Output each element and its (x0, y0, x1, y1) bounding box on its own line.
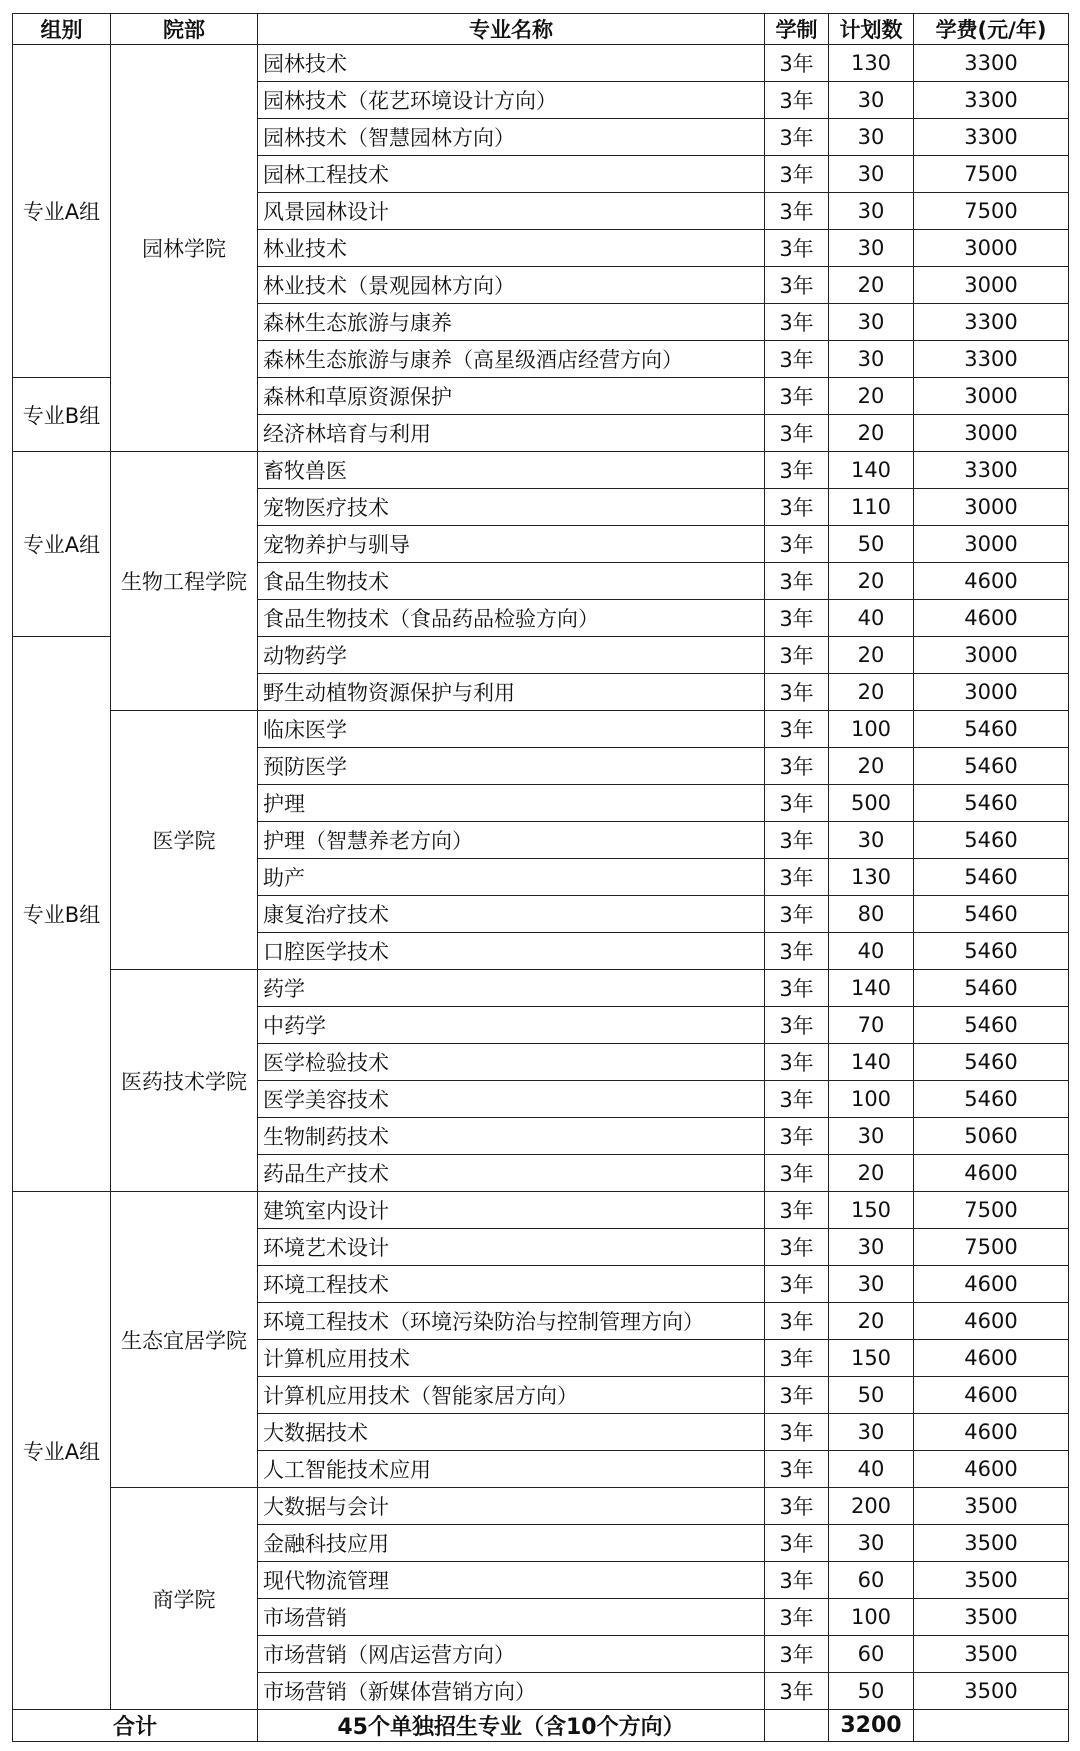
major-name: 风景园林设计 (258, 193, 765, 230)
plan-cell: 40 (829, 933, 914, 970)
header-group: 组别 (13, 14, 111, 45)
plan-cell: 50 (829, 1673, 914, 1710)
major-name: 园林技术（智慧园林方向） (258, 119, 765, 156)
major-name: 康复治疗技术 (258, 896, 765, 933)
fee-cell: 7500 (914, 156, 1069, 193)
fee-cell: 5060 (914, 1118, 1069, 1155)
group-cell: 专业A组 (13, 45, 111, 378)
plan-cell: 40 (829, 600, 914, 637)
fee-cell: 4600 (914, 1303, 1069, 1340)
fee-cell: 5460 (914, 1044, 1069, 1081)
years-cell: 3年 (765, 859, 829, 896)
years-cell: 3年 (765, 1414, 829, 1451)
fee-cell: 3000 (914, 489, 1069, 526)
major-name: 金融科技应用 (258, 1525, 765, 1562)
fee-cell: 3300 (914, 119, 1069, 156)
fee-cell: 3000 (914, 415, 1069, 452)
total-label: 合计 (13, 1710, 258, 1742)
years-cell: 3年 (765, 600, 829, 637)
plan-cell: 130 (829, 45, 914, 82)
years-cell: 3年 (765, 674, 829, 711)
major-name: 建筑室内设计 (258, 1192, 765, 1229)
plan-cell: 20 (829, 1155, 914, 1192)
major-name: 计算机应用技术 (258, 1340, 765, 1377)
plan-cell: 500 (829, 785, 914, 822)
major-name: 大数据与会计 (258, 1488, 765, 1525)
dept-cell: 商学院 (111, 1488, 258, 1710)
major-name: 食品生物技术（食品药品检验方向） (258, 600, 765, 637)
total-fee-empty (914, 1710, 1069, 1742)
years-cell: 3年 (765, 452, 829, 489)
plan-cell: 30 (829, 1266, 914, 1303)
table-row (13, 1488, 1069, 1525)
years-cell: 3年 (765, 119, 829, 156)
plan-cell: 20 (829, 267, 914, 304)
years-cell: 3年 (765, 378, 829, 415)
plan-cell: 30 (829, 82, 914, 119)
major-name: 生物制药技术 (258, 1118, 765, 1155)
fee-cell: 5460 (914, 711, 1069, 748)
plan-cell: 100 (829, 1081, 914, 1118)
years-cell: 3年 (765, 1192, 829, 1229)
years-cell: 3年 (765, 1340, 829, 1377)
fee-cell: 3300 (914, 452, 1069, 489)
years-cell: 3年 (765, 415, 829, 452)
plan-cell: 200 (829, 1488, 914, 1525)
fee-cell: 3000 (914, 637, 1069, 674)
dept-cell: 医学院 (111, 711, 258, 970)
major-name: 林业技术（景观园林方向） (258, 267, 765, 304)
years-cell: 3年 (765, 563, 829, 600)
dept-cell: 生态宜居学院 (111, 1192, 258, 1488)
fee-cell: 3300 (914, 304, 1069, 341)
fee-cell: 4600 (914, 600, 1069, 637)
years-cell: 3年 (765, 1673, 829, 1710)
years-cell: 3年 (765, 1451, 829, 1488)
major-name: 市场营销（新媒体营销方向） (258, 1673, 765, 1710)
plan-cell: 100 (829, 1599, 914, 1636)
major-name: 现代物流管理 (258, 1562, 765, 1599)
header-fee: 学费(元/年) (914, 14, 1069, 45)
plan-cell: 100 (829, 711, 914, 748)
table-row (13, 45, 1069, 82)
fee-cell: 3300 (914, 341, 1069, 378)
fee-cell: 3000 (914, 526, 1069, 563)
years-cell: 3年 (765, 1636, 829, 1673)
dept-cell: 医药技术学院 (111, 970, 258, 1192)
fee-cell: 5460 (914, 785, 1069, 822)
plan-cell: 30 (829, 1229, 914, 1266)
major-name: 森林和草原资源保护 (258, 378, 765, 415)
years-cell: 3年 (765, 1377, 829, 1414)
years-cell: 3年 (765, 341, 829, 378)
header-dept: 院部 (111, 14, 258, 45)
plan-cell: 60 (829, 1562, 914, 1599)
years-cell: 3年 (765, 1599, 829, 1636)
fee-cell: 7500 (914, 1229, 1069, 1266)
years-cell: 3年 (765, 267, 829, 304)
major-name: 临床医学 (258, 711, 765, 748)
fee-cell: 3500 (914, 1562, 1069, 1599)
major-name: 中药学 (258, 1007, 765, 1044)
fee-cell: 4600 (914, 563, 1069, 600)
dept-cell: 园林学院 (111, 45, 258, 452)
major-name: 药品生产技术 (258, 1155, 765, 1192)
years-cell: 3年 (765, 711, 829, 748)
plan-cell: 20 (829, 415, 914, 452)
years-cell: 3年 (765, 1081, 829, 1118)
fee-cell: 3000 (914, 267, 1069, 304)
years-cell: 3年 (765, 896, 829, 933)
major-name: 市场营销 (258, 1599, 765, 1636)
fee-cell: 3000 (914, 674, 1069, 711)
years-cell: 3年 (765, 1118, 829, 1155)
plan-cell: 20 (829, 674, 914, 711)
plan-cell: 80 (829, 896, 914, 933)
major-name: 计算机应用技术（智能家居方向） (258, 1377, 765, 1414)
plan-cell: 20 (829, 637, 914, 674)
major-name: 大数据技术 (258, 1414, 765, 1451)
plan-cell: 20 (829, 748, 914, 785)
group-cell: 专业B组 (13, 378, 111, 452)
plan-cell: 30 (829, 156, 914, 193)
fee-cell: 5460 (914, 748, 1069, 785)
plan-cell: 30 (829, 822, 914, 859)
fee-cell: 5460 (914, 1081, 1069, 1118)
plan-cell: 50 (829, 1377, 914, 1414)
plan-cell: 30 (829, 119, 914, 156)
plan-cell: 140 (829, 970, 914, 1007)
plan-cell: 150 (829, 1340, 914, 1377)
years-cell: 3年 (765, 1007, 829, 1044)
years-cell: 3年 (765, 748, 829, 785)
major-name: 医学检验技术 (258, 1044, 765, 1081)
years-cell: 3年 (765, 1562, 829, 1599)
major-name: 宠物养护与驯导 (258, 526, 765, 563)
major-name: 畜牧兽医 (258, 452, 765, 489)
fee-cell: 5460 (914, 822, 1069, 859)
total-plan: 3200 (829, 1710, 914, 1742)
plan-cell: 40 (829, 1451, 914, 1488)
years-cell: 3年 (765, 1303, 829, 1340)
major-name: 医学美容技术 (258, 1081, 765, 1118)
table-row (13, 1192, 1069, 1229)
plan-cell: 110 (829, 489, 914, 526)
years-cell: 3年 (765, 82, 829, 119)
major-name: 助产 (258, 859, 765, 896)
years-cell: 3年 (765, 304, 829, 341)
plan-cell: 30 (829, 230, 914, 267)
major-name: 药学 (258, 970, 765, 1007)
fee-cell: 5460 (914, 859, 1069, 896)
fee-cell: 5460 (914, 1007, 1069, 1044)
major-name: 森林生态旅游与康养 (258, 304, 765, 341)
major-name: 林业技术 (258, 230, 765, 267)
plan-cell: 130 (829, 859, 914, 896)
plan-cell: 140 (829, 1044, 914, 1081)
fee-cell: 5460 (914, 933, 1069, 970)
fee-cell: 4600 (914, 1155, 1069, 1192)
major-name: 野生动植物资源保护与利用 (258, 674, 765, 711)
total-row (13, 1710, 1069, 1742)
header-plan: 计划数 (829, 14, 914, 45)
plan-cell: 50 (829, 526, 914, 563)
plan-cell: 150 (829, 1192, 914, 1229)
major-name: 护理 (258, 785, 765, 822)
fee-cell: 4600 (914, 1451, 1069, 1488)
years-cell: 3年 (765, 933, 829, 970)
plan-cell: 30 (829, 1414, 914, 1451)
major-name: 预防医学 (258, 748, 765, 785)
major-name: 森林生态旅游与康养（高星级酒店经营方向） (258, 341, 765, 378)
fee-cell: 5460 (914, 970, 1069, 1007)
total-years-empty (765, 1710, 829, 1742)
plan-cell: 20 (829, 563, 914, 600)
years-cell: 3年 (765, 1044, 829, 1081)
major-name: 人工智能技术应用 (258, 1451, 765, 1488)
group-cell: 专业B组 (13, 637, 111, 1192)
plan-cell: 30 (829, 1525, 914, 1562)
major-name: 环境艺术设计 (258, 1229, 765, 1266)
enrollment-table (12, 13, 1069, 1742)
fee-cell: 4600 (914, 1377, 1069, 1414)
fee-cell: 4600 (914, 1340, 1069, 1377)
major-name: 园林技术（花艺环境设计方向） (258, 82, 765, 119)
plan-cell: 70 (829, 1007, 914, 1044)
plan-cell: 30 (829, 193, 914, 230)
plan-cell: 60 (829, 1636, 914, 1673)
years-cell: 3年 (765, 193, 829, 230)
fee-cell: 3300 (914, 82, 1069, 119)
table-row (13, 711, 1069, 748)
plan-cell: 30 (829, 304, 914, 341)
fee-cell: 3500 (914, 1525, 1069, 1562)
header-major-name: 专业名称 (258, 14, 765, 45)
major-name: 园林工程技术 (258, 156, 765, 193)
major-name: 经济林培育与利用 (258, 415, 765, 452)
major-name: 市场营销（网店运营方向） (258, 1636, 765, 1673)
major-name: 口腔医学技术 (258, 933, 765, 970)
fee-cell: 3500 (914, 1636, 1069, 1673)
major-name: 环境工程技术 (258, 1266, 765, 1303)
years-cell: 3年 (765, 230, 829, 267)
fee-cell: 3000 (914, 378, 1069, 415)
fee-cell: 3500 (914, 1488, 1069, 1525)
fee-cell: 4600 (914, 1266, 1069, 1303)
group-cell: 专业A组 (13, 452, 111, 637)
years-cell: 3年 (765, 970, 829, 1007)
years-cell: 3年 (765, 1229, 829, 1266)
years-cell: 3年 (765, 1155, 829, 1192)
years-cell: 3年 (765, 156, 829, 193)
major-name: 食品生物技术 (258, 563, 765, 600)
years-cell: 3年 (765, 526, 829, 563)
fee-cell: 3500 (914, 1673, 1069, 1710)
table-row (13, 970, 1069, 1007)
group-cell: 专业A组 (13, 1192, 111, 1710)
major-name: 宠物医疗技术 (258, 489, 765, 526)
fee-cell: 7500 (914, 1192, 1069, 1229)
total-summary: 45个单独招生专业（含10个方向） (258, 1710, 765, 1742)
plan-cell: 20 (829, 1303, 914, 1340)
plan-cell: 30 (829, 341, 914, 378)
header-row (13, 14, 1069, 45)
fee-cell: 3000 (914, 230, 1069, 267)
years-cell: 3年 (765, 637, 829, 674)
years-cell: 3年 (765, 45, 829, 82)
years-cell: 3年 (765, 785, 829, 822)
plan-cell: 30 (829, 1118, 914, 1155)
years-cell: 3年 (765, 822, 829, 859)
major-name: 园林技术 (258, 45, 765, 82)
years-cell: 3年 (765, 1266, 829, 1303)
fee-cell: 5460 (914, 896, 1069, 933)
plan-cell: 140 (829, 452, 914, 489)
years-cell: 3年 (765, 1525, 829, 1562)
major-name: 环境工程技术（环境污染防治与控制管理方向） (258, 1303, 765, 1340)
major-name: 动物药学 (258, 637, 765, 674)
plan-cell: 20 (829, 378, 914, 415)
fee-cell: 7500 (914, 193, 1069, 230)
header-years: 学制 (765, 14, 829, 45)
years-cell: 3年 (765, 489, 829, 526)
major-name: 护理（智慧养老方向） (258, 822, 765, 859)
dept-cell: 生物工程学院 (111, 452, 258, 711)
table-row (13, 452, 1069, 489)
years-cell: 3年 (765, 1488, 829, 1525)
fee-cell: 4600 (914, 1414, 1069, 1451)
fee-cell: 3500 (914, 1599, 1069, 1636)
fee-cell: 3300 (914, 45, 1069, 82)
